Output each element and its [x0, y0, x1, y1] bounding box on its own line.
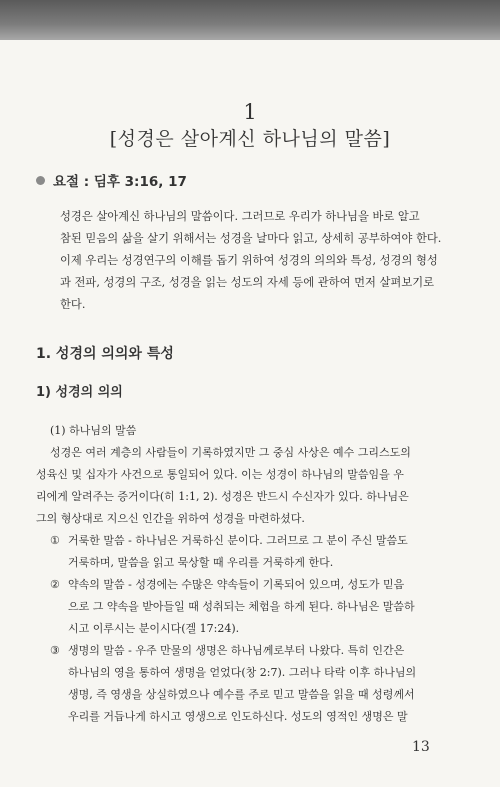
item-number: ③ [50, 644, 60, 657]
item-line: 거룩한 말씀 - 하나님은 거룩하신 분이다. 그러므로 그 분이 주신 말씀도 [68, 534, 408, 547]
page-number: 13 [412, 739, 430, 755]
item-line: 생명, 즉 영생을 상실하였으나 예수를 주로 믿고 말씀을 읽을 때 성령께서 [68, 688, 415, 701]
item-number: ① [50, 534, 60, 547]
subsection-heading: 1) 성경의 의의 [36, 385, 123, 400]
list-item [36, 640, 476, 662]
item-heading: (1) 하나님의 말씀 [50, 424, 137, 437]
list-item [36, 530, 476, 552]
section-heading: 1. 성경의 의의와 특성 [36, 346, 174, 362]
intro-line: 성경은 살아계신 하나님의 말씀이다. 그러므로 우리가 하나님을 바로 알고 [60, 210, 420, 223]
item-line: 우리를 거듭나게 하시고 영생으로 인도하신다. 성도의 영적인 생명은 말 [68, 710, 408, 723]
intro-line: 한다. [60, 298, 86, 311]
intro-line: 참된 믿음의 삶을 살기 위해서는 성경을 날마다 읽고, 상세히 공부하여야 한다. [60, 232, 442, 245]
item-line: 생명의 말씀 - 우주 만물의 생명은 하나님께로부터 나왔다. 특히 인간은 [68, 644, 405, 657]
body-line: 리에게 알려주는 증거이다(히 1:1, 2). 성경은 반드시 수신자가 있다. 하나님은 [36, 490, 409, 503]
list-item [36, 574, 476, 596]
section-body [36, 420, 476, 728]
summary-verse [36, 170, 187, 190]
body-line: 성육신 및 십자가 사건으로 통일되어 있다. 이는 성경이 하나님의 말씀임을 우 [36, 468, 404, 481]
item-line: 시고 이루시는 분이시다(겔 17:24). [68, 622, 240, 635]
chapter-number: 1 [243, 100, 257, 124]
body-line: 성경은 여러 계층의 사람들이 기록하였지만 그 중심 사상은 예수 그리스도의 [50, 446, 411, 459]
item-line: 하나님의 영을 통하여 생명을 얻었다(창 2:7). 그러나 타락 이후 하나님의 [68, 666, 417, 679]
scan-top-band [0, 0, 500, 40]
bullet-icon [36, 176, 45, 185]
item-line: 약속의 말씀 - 성경에는 수많은 약속들이 기록되어 있으며, 성도가 믿음 [68, 578, 405, 591]
intro-line: 과 전파, 성경의 구조, 성경을 읽는 성도의 자세 등에 관하여 먼저 살펴보기로 [60, 276, 435, 289]
intro-paragraph [60, 206, 476, 316]
summary-text: 요절 : 딤후 3:16, 17 [53, 174, 187, 190]
intro-line: 이제 우리는 성경연구의 이해를 돕기 위하여 성경의 의의와 특성, 성경의 형성 [60, 254, 438, 267]
item-line: 거룩하며, 말씀을 읽고 묵상할 때 우리를 거룩하게 한다. [68, 556, 334, 569]
chapter-title: [성경은 살아계신 하나님의 말씀] [109, 128, 391, 150]
item-number: ② [50, 578, 60, 591]
item-line: 으로 그 약속을 받아들일 때 성취되는 체험을 하게 된다. 하나님은 말씀하 [68, 600, 415, 613]
body-line: 그의 형상대로 지으신 인간을 위하여 성경을 마련하셨다. [36, 512, 305, 525]
